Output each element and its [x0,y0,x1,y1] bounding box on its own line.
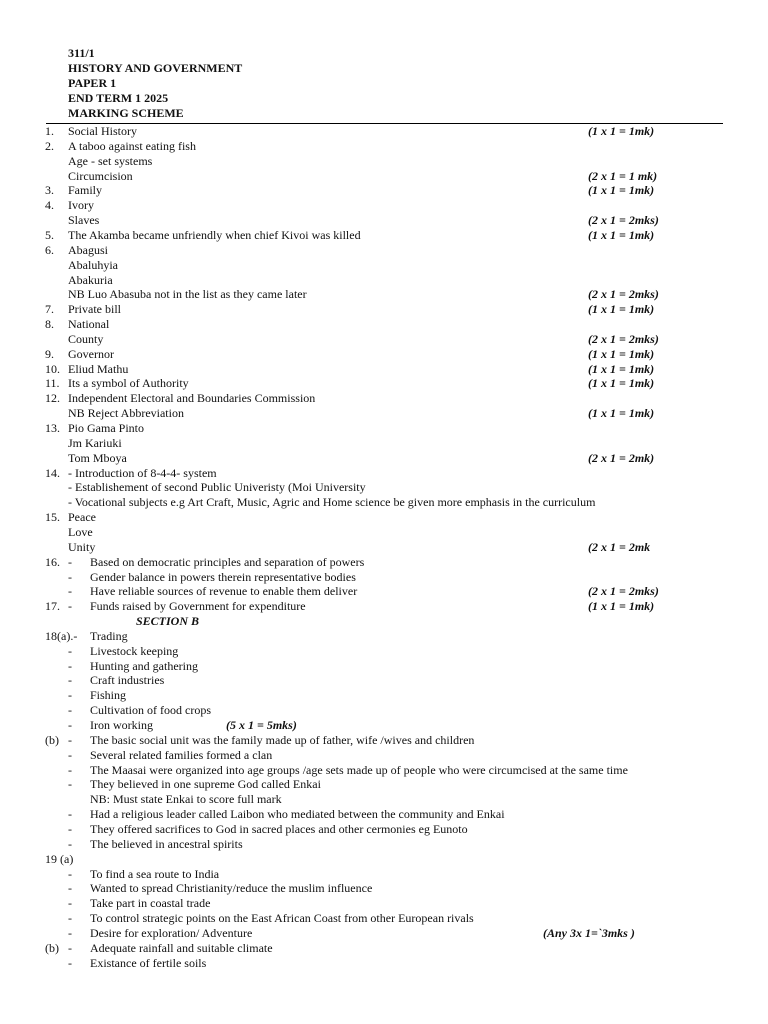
question-number: 10. [45,361,60,376]
answer-point: Gender balance in powers therein representative bodies [90,569,356,584]
answer-point: The Maasai were organized into age groups /age sets made up of people who were circumcised at the same time [90,762,628,777]
answer-row [0,570,768,585]
question-number: 13. [45,421,60,435]
question-number: (b) [45,940,59,955]
bullet-dash: - [68,747,72,762]
question-number: 3. [45,183,54,198]
mark-allocation: (1 x 1 = 1mk) [588,183,655,198]
answer-text: Independent Electoral and Boundaries Commission [68,391,316,406]
answer-row [0,228,768,243]
answer-text: - Introduction of 8-4-4- system [68,465,217,480]
answer-row [0,777,768,792]
answer-text: Governor [68,346,114,361]
answer-row [0,867,768,882]
mark-allocation: (1 x 1 = 1mk) [588,346,655,361]
mark-allocation: (1 x 1 = 1mk) [588,406,655,421]
bullet-dash: - [68,643,72,658]
answer-point: Craft industries [90,673,165,688]
bullet-dash: - [68,955,72,970]
answer-row [0,124,768,139]
answer-text: The Akamba became unfriendly when chief Kivoi was killed [68,227,361,242]
question-number: 12. [45,391,60,406]
answer-row [0,139,768,154]
answer-row [0,926,768,941]
answer-row [0,406,768,421]
answer-point: NB: Must state Enkai to score full mark [90,792,282,807]
answer-row [0,525,768,540]
answer-row [0,332,768,347]
answer-row [0,302,768,317]
mark-allocation: (2 x 1 = 2mk [588,539,651,554]
answer-text: Its a symbol of Authority [68,376,189,391]
answer-row [0,837,768,852]
bullet-dash: - [68,703,72,718]
question-number: 11. [45,376,60,391]
mark-allocation: (2 x 1 = 2mk) [588,450,655,465]
subject-title: HISTORY AND GOVERNMENT [68,61,243,75]
answer-point: To control strategic points on the East African Coast from other European rivals [90,911,474,926]
answer-text: A taboo against eating fish [68,138,196,153]
answer-text: - Vocational subjects e.g Art Craft, Music, Agric and Home science be given more emphasis in the curriculum [68,495,596,510]
bullet-dash: - [68,940,72,955]
bullet-dash: - [68,762,72,777]
answer-row [0,629,768,644]
answer-row [0,584,768,599]
mark-allocation: (1 x 1 = 1mk) [588,227,655,242]
bullet-dash: - [68,911,72,926]
mark-allocation: (5 x 1 = 5mks) [226,718,297,732]
answer-row [0,213,768,228]
bullet-dash: - [68,866,72,881]
answer-row [0,911,768,926]
answer-row [0,198,768,213]
answer-row [0,941,768,956]
answer-point: Trading [90,628,128,643]
answer-point: Based on democratic principles and separation of powers [90,554,365,569]
question-number: 7. [45,302,54,317]
answer-text: Jm Kariuki [68,435,122,450]
answer-row [0,956,768,971]
answer-row [0,287,768,302]
question-number: 18(a).- [45,628,78,643]
answer-point: The believed in ancestral spirits [90,836,243,851]
answer-text: Family [68,183,103,198]
mark-allocation: (2 x 1 = 2mks) [588,213,659,228]
answer-text: Unity [68,539,96,554]
answer-row [0,495,768,510]
answer-text: National [68,317,110,332]
answer-text: Social History [68,124,137,138]
answer-text: Pio Gama Pinto [68,421,145,435]
answer-row [0,376,768,391]
answer-point: The basic social unit was the family made up of father, wife /wives and children [90,732,475,747]
answer-text: Peace [68,510,96,525]
bullet-dash: - [68,688,72,703]
answer-row [0,896,768,911]
answer-row [0,258,768,273]
answer-row [0,822,768,837]
answer-point: Had a religious leader called Laibon who mediated between the community and Enkai [90,807,505,822]
answer-point: Wanted to spread Christianity/reduce the muslim influence [90,881,373,896]
answer-text: Circumcision [68,168,133,183]
answer-row [0,555,768,570]
answer-point: Adequate rainfall and suitable climate [90,940,273,955]
mark-allocation: (2 x 1 = 1 mk) [588,168,658,183]
bullet-dash: - [68,673,72,688]
answer-row [0,748,768,763]
answer-text: Eliud Mathu [68,361,129,376]
question-number: 6. [45,242,54,257]
bullet-dash: - [68,836,72,851]
answer-row [0,317,768,332]
answer-row [0,703,768,718]
mark-allocation: (1 x 1 = 1mk) [588,376,655,391]
bullet-dash: - [68,599,72,614]
mark-allocation: (2 x 1 = 2mks) [588,287,659,302]
answer-point: They offered sacrifices to God in sacred places and other cermonies eg Eunoto [90,821,468,836]
answer-text: NB Reject Abbreviation [68,406,184,421]
answer-text: Ivory [68,198,94,213]
answer-point: Existance of fertile soils [90,955,207,970]
bullet-dash: - [68,896,72,911]
bullet-dash: - [68,584,72,599]
bullet-dash: - [68,807,72,822]
bullet-dash: - [68,658,72,673]
bullet-dash: - [68,821,72,836]
answer-point: Funds raised by Government for expenditure [90,599,306,614]
question-number: 16. [45,554,60,569]
answer-row [0,659,768,674]
answer-row [0,763,768,778]
answer-row [0,510,768,525]
answer-row [0,169,768,184]
bullet-dash: - [68,554,72,569]
answer-point: Have reliable sources of revenue to enable them deliver [90,584,358,599]
document-title: MARKING SCHEME [68,106,184,120]
answer-row [0,852,768,867]
answer-row [0,688,768,703]
question-number: (b) [45,732,59,747]
question-number: 4. [45,198,54,213]
question-number: 15. [45,510,60,525]
answer-row [0,436,768,451]
question-number: 9. [45,346,54,361]
question-number: 8. [45,317,54,332]
bullet-dash: - [68,777,72,792]
question-number: 5. [45,227,54,242]
answer-text: Abaluhyia [68,257,118,272]
answer-text: Abagusi [68,242,108,257]
bullet-dash: - [68,569,72,584]
answer-row [0,154,768,169]
answer-point: Fishing [90,688,127,703]
question-number: 1. [45,124,54,138]
answer-row [0,273,768,288]
section-heading: SECTION B [136,614,200,629]
answer-row [0,391,768,406]
answer-row [0,718,768,733]
question-number: 2. [45,138,54,153]
answer-row [0,243,768,258]
answer-row [0,673,768,688]
answer-row [0,183,768,198]
answer-point: Hunting and gathering [90,658,198,673]
answer-row [0,347,768,362]
bullet-dash: - [68,732,72,747]
answer-point: Take part in coastal trade [90,896,211,911]
answer-row [0,466,768,481]
answer-point: They believed in one supreme God called Enkai [90,777,321,792]
answer-text: Slaves [68,213,100,228]
answer-row [0,792,768,807]
answer-text: Abakuria [68,272,113,287]
exam-term: END TERM 1 2025 [68,91,169,105]
mark-allocation: (1 x 1 = 1mk) [588,599,655,614]
answer-row [0,362,768,377]
answer-point: Cultivation of food crops [90,703,211,718]
answer-row [0,421,768,436]
answer-text: Love [68,524,93,539]
bullet-dash: - [68,881,72,896]
question-number: 14. [45,465,60,480]
answer-row [0,451,768,466]
mark-allocation: (2 x 1 = 2mks) [588,331,659,346]
bullet-dash: - [68,718,72,732]
answer-point: Several related families formed a clan [90,747,273,762]
answer-text: - Establishement of second Public Univeristy (Moi University [68,480,366,495]
paper-code: 311/1 [68,46,95,60]
answer-row [0,644,768,659]
mark-allocation: (1 x 1 = 1mk) [588,361,655,376]
question-number: 17. [45,599,60,614]
answer-point: Iron working [90,718,153,732]
answer-text: Tom Mboya [68,450,127,465]
section-row [0,614,768,629]
answer-row [0,807,768,822]
mark-allocation: (2 x 1 = 2mks) [588,584,659,599]
mark-allocation: (1 x 1 = 1mk) [588,302,655,317]
answer-row [0,881,768,896]
answer-text: NB Luo Abasuba not in the list as they came later [68,287,307,302]
mark-allocation: (Any 3x 1=`3mks ) [543,925,635,940]
answer-row [0,599,768,614]
answer-row [0,480,768,495]
answer-point: To find a sea route to India [90,866,220,881]
answer-text: County [68,331,104,346]
bullet-dash: - [68,925,72,940]
answer-row [0,733,768,748]
answer-point: Desire for exploration/ Adventure [90,925,253,940]
answer-text: Age - set systems [68,153,153,168]
question-number: 19 (a) [45,851,74,866]
answer-text: Private bill [68,302,121,317]
answer-row [0,540,768,555]
mark-allocation: (1 x 1 = 1mk) [588,124,655,138]
paper-number: PAPER 1 [68,76,117,90]
answer-point: Livestock keeping [90,643,179,658]
